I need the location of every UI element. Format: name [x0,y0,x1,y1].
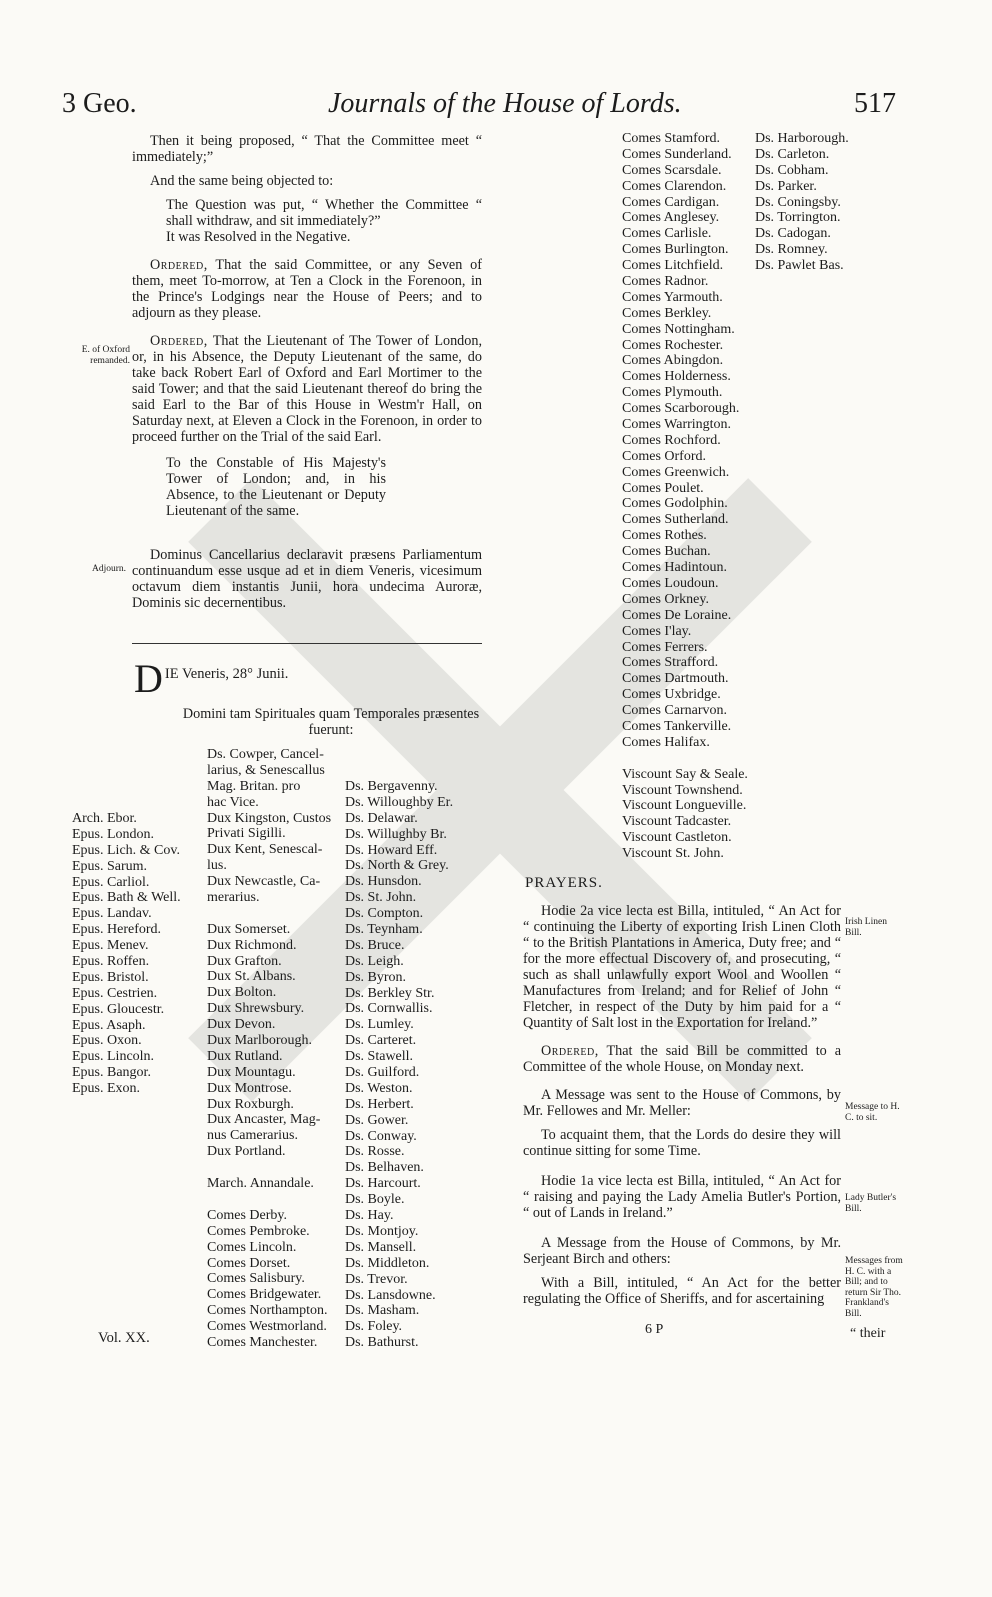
list-entry: Comes Greenwich. [622,464,730,480]
paragraph: And the same being objected to: [150,173,334,189]
ordered-label: Ordered, [150,257,208,273]
list-entry: Ds. Guilford. [345,1065,420,1081]
list-entry: Ds. Harborough. [755,131,849,146]
bishops-list [72,811,181,1097]
list-entry: Dux Shrewsbury. [207,1001,305,1017]
list-entry: Dux Richmond. [207,937,297,953]
list-entry: Comes Scarsdale. [622,162,722,178]
list-entry: Ds. St. John. [345,890,417,906]
list-entry: Viscount Castleton. [622,830,732,846]
list-entry: Comes Abingdon. [622,353,724,369]
list-entry: Comes Radnor. [622,274,709,290]
list-entry: Comes Litchfield. [622,258,724,274]
list-entry: Arch. Ebor. [72,811,137,826]
list-entry: Comes Carlisle. [622,226,712,242]
list-entry: Dux St. Albans. [207,969,296,985]
list-entry: Ds. Hunsdon. [345,874,422,890]
paragraph: Dominus Cancellarius declaravit præsens Parliamentum continuandum esse usque ad et in diem Veneris, vicesimum octavum diem instantis Junii, hora undecima Auroræ, Dominis sic decernentibus. [132,547,482,611]
paragraph-text: That the Lieutenant of The Tower of London, or, in his Absence, the Deputy Lieutenant of the same, do take back Robert Earl of Oxford and Earl Mortimer to the said Tower; and that the said Lieutenant thereof do bring the said Earl to the Bar of this House in Westm'r Hall, on Saturday next, at Eleven a Clock in the Forenoon, in order to proceed further on the Trial of the said Earl. [132,333,482,445]
paragraph: It was Resolved in the Negative. [166,229,351,245]
paragraph-text: That the said Bill be committed to a Committee of the whole House, on Monday next. [523,1043,841,1075]
list-entry: Comes Anglesey. [622,210,720,226]
list-entry: Comes Burlington. [622,242,729,258]
list-entry: Dux Marlborough. [207,1033,312,1049]
list-entry: Viscount Tadcaster. [622,814,732,830]
list-entry: Comes Westmorland. [207,1319,327,1335]
list-entry: Ds. Romney. [755,242,828,258]
list-entry: Ds. Montjoy. [345,1223,419,1239]
margin-note: Adjourn. [91,564,126,574]
list-entry: Ds. Stawell. [345,1049,414,1065]
barons-list-2 [755,131,849,274]
list-entry: Dux Grafton. [207,953,282,969]
paragraph [132,333,482,445]
comites-list [622,131,748,862]
list-entry: Epus. Roffen. [72,954,150,970]
list-entry: Comes Tankerville. [622,718,732,734]
page-title: Journals of the House of Lords. [328,88,682,119]
list-entry: Dux Montrose. [207,1080,292,1096]
list-entry: Comes Holderness. [622,369,731,385]
margin-note: Lady Butler's Bill. [845,1193,897,1214]
running-head-left: 3 Geo. [62,88,137,119]
list-entry: nus Camerarius. [207,1128,298,1144]
ordered-label: Ordered, [150,333,208,349]
barons-list [345,779,453,1351]
list-entry: Epus. Menev. [72,938,149,954]
list-entry: Ds. Howard Eff. [345,842,438,858]
list-entry: Comes I'lay. [622,623,692,639]
list-entry: Epus. Bristol. [72,969,149,985]
list-entry: Dux Ancaster, Mag- [207,1112,321,1128]
list-entry: Dux Kent, Senescal- [207,842,323,858]
list-entry: Comes Hadintoun. [622,560,727,576]
list-entry: Ds. Hay. [345,1208,394,1224]
paragraph [523,1043,841,1075]
list-entry: Ds. Torrington. [755,210,841,226]
list-entry: Viscount St. John. [622,846,724,862]
list-entry: Epus. Cestrien. [72,985,158,1001]
list-entry: Dux Kingston, Custos [207,810,332,826]
date-heading [134,656,289,701]
list-entry: Comes Sunderland. [622,146,732,162]
list-entry: Ds. Masham. [345,1303,420,1319]
margin-note: Messages from H. C. with a Bill; and to return Sir Tho. Frankland's Bill. [845,1256,903,1319]
list-entry: merarius. [207,890,260,906]
drop-cap: D [134,656,163,701]
list-entry: Comes Orford. [622,448,706,464]
list-entry: Ds. Willoughby Er. [345,794,454,810]
margin-note: Message to H. C. to sit. [845,1102,900,1123]
list-entry: Ds. Herbert. [345,1096,414,1112]
list-entry: Comes Dartmouth. [622,671,729,687]
list-entry: Ds. Trevor. [345,1271,408,1287]
list-entry: Comes Manchester. [207,1334,318,1350]
ordered-label: Ordered, [541,1043,599,1059]
list-entry: Comes Yarmouth. [622,289,723,305]
paragraph: A Message was sent to the House of Commons, by Mr. Fellowes and Mr. Meller: [523,1087,841,1119]
list-entry: Comes Derby. [207,1207,287,1223]
paragraph: To the Constable of His Majesty's Tower of London; and, in his Absence, to the Lieutenant or Deputy Lieutenant of the same. [166,455,386,519]
list-entry: Comes Carnarvon. [622,703,727,719]
list-entry: Ds. Conway. [345,1128,417,1144]
list-entry: Comes Orkney. [622,591,709,607]
list-entry: Comes Warrington. [622,417,732,433]
signature-mark: 6 P [645,1322,664,1337]
paragraph-text: That the said Committee, or any Seven of them, meet To-morrow, at Ten a Clock in the Forenoon, in the Prince's Lodgings near the House of Peers; and to adjourn as they please. [132,257,482,321]
list-entry: Epus. Bath & Well. [72,890,181,906]
list-entry: Comes Stamford. [622,131,720,146]
list-entry: Comes Buchan. [622,544,711,560]
paragraph: Hodie 2a vice lecta est Billa, intituled, “ An Act for “ continuing the Liberty of exporting Irish Linen Cloth “ to the British Plantations in America, Duty free; and “ for the more effectual Discovery of, and prosecuting, “ such as shall unlawfully export Wool and Woollen “ Manufactures from Ireland; and for Relief of John “ Fletcher, in respect of the Duty by him paid for a “ Quantity of Salt lost in the Exportation for Ireland.” [523,903,841,1031]
list-entry: Viscount Say & Seale. [622,766,748,782]
list-entry [622,751,748,767]
list-entry: Dux Devon. [207,1017,276,1033]
list-entry: Privati Sigilli. [207,826,286,842]
list-entry: Ds. Parker. [755,178,817,194]
list-entry: Epus. Lincoln. [72,1049,155,1065]
list-entry: Comes Poulet. [622,480,704,496]
list-entry: Ds. Cowper, Cancel- [207,747,324,762]
list-entry: Mag. Britan. pro [207,778,301,794]
margin-note: Irish Linen Bill. [845,917,887,938]
list-entry: Comes Plymouth. [622,385,723,401]
list-entry: Ds. Willughby Br. [345,826,447,842]
list-entry: Epus. Landav. [72,906,152,922]
list-entry: Epus. Sarum. [72,858,148,874]
list-entry: Comes Dorset. [207,1255,291,1271]
list-entry: Comes Loudoun. [622,575,719,591]
list-entry: Ds. Berkley Str. [345,985,435,1001]
list-entry: Ds. Leigh. [345,953,404,969]
paragraph: With a Bill, intituled, “ An Act for the better regulating the Office of Sheriffs, and for ascertaining [523,1275,841,1307]
list-entry: Viscount Longueville. [622,798,747,814]
paragraph: The Question was put, “ Whether the Committee “ shall withdraw, and sit immediately?” [166,197,482,229]
list-entry: Ds. Delawar. [345,810,418,826]
list-entry: Ds. Pawlet Bas. [755,258,844,274]
list-entry: Ds. Rosse. [345,1144,405,1160]
list-entry: Dux Rutland. [207,1048,283,1064]
volume-signature: Vol. XX. [98,1330,150,1346]
list-entry: Epus. Exon. [72,1081,141,1097]
list-entry: Comes Ferrers. [622,639,708,655]
list-entry: Ds. Weston. [345,1080,413,1096]
present-heading: Domini tam Spirituales quam Temporales præsentes fuerunt: [182,706,480,738]
rule [132,643,482,644]
list-entry: Ds. Gower. [345,1112,409,1128]
list-entry: Epus. Lich. & Cov. [72,842,180,858]
list-entry: Epus. London. [72,826,155,842]
list-entry: Ds. Cobham. [755,162,829,178]
date-text: IE Veneris, 28° Junii. [164,666,289,682]
list-entry: Ds. Carleton. [755,146,830,162]
list-entry: Ds. North & Grey. [345,858,449,874]
list-entry: Ds. Middleton. [345,1255,430,1271]
list-entry: Comes Bridgewater. [207,1287,322,1303]
paragraph: Hodie 1a vice lecta est Billa, intituled, “ An Act for “ raising and paying the Lady Amelia Butler's Portion, “ out of Lands in Ireland.” [523,1173,841,1221]
officers-list [207,747,331,1351]
list-entry: Ds. Cadogan. [755,226,831,242]
list-entry: Epus. Asaph. [72,1017,146,1033]
list-entry: Ds. Bathurst. [345,1335,419,1351]
list-entry: Comes Northampton. [207,1303,328,1319]
list-entry: lus. [207,858,227,874]
list-entry: Ds. Cornwallis. [345,1001,433,1017]
list-entry [207,1192,331,1208]
list-entry: Ds. Teynham. [345,922,423,938]
paragraph: Then it being proposed, “ That the Committee meet “ immediately;” [132,133,482,165]
prayers-heading: PRAYERS. [525,875,603,891]
list-entry: Ds. Carteret. [345,1033,417,1049]
list-entry: Comes Godolphin. [622,496,728,512]
list-entry: Ds. Lansdowne. [345,1287,436,1303]
list-entry: Comes Strafford. [622,655,719,671]
list-entry: Epus. Bangor. [72,1065,151,1081]
list-entry: Dux Portland. [207,1144,286,1160]
list-entry: Comes Sutherland. [622,512,729,528]
page-number: 517 [854,88,896,119]
list-entry: Comes Nottingham. [622,321,735,337]
list-entry: Comes Uxbridge. [622,687,721,703]
list-entry: Ds. Belhaven. [345,1160,424,1176]
catchword: “ their [850,1326,886,1341]
list-entry [207,906,331,922]
list-entry: Ds. Compton. [345,906,424,922]
list-entry: Comes Pembroke. [207,1223,310,1239]
left-column [132,133,482,611]
list-entry: Comes Rochester. [622,337,724,353]
list-entry: Ds. Foley. [345,1319,403,1335]
list-entry: Dux Newcastle, Ca- [207,874,321,890]
list-entry: Comes De Loraine. [622,607,732,623]
list-entry: Ds. Harcourt. [345,1176,421,1192]
right-column [523,875,841,1307]
paragraph [132,257,482,321]
list-entry: Dux Bolton. [207,985,277,1001]
list-entry: Epus. Carliol. [72,874,150,890]
list-entry: March. Annandale. [207,1176,314,1192]
list-entry: hac Vice. [207,794,259,810]
list-entry: Viscount Townshend. [622,782,743,798]
list-entry: Dux Roxburgh. [207,1096,294,1112]
list-entry: Comes Scarborough. [622,401,740,417]
list-entry: Comes Berkley. [622,305,712,321]
list-entry: Dux Mountagu. [207,1064,296,1080]
list-entry: Ds. Mansell. [345,1239,417,1255]
list-entry: Epus. Oxon. [72,1033,142,1049]
list-entry: Comes Lincoln. [207,1239,297,1255]
list-entry: Dux Somerset. [207,921,291,937]
paragraph: A Message from the House of Commons, by Mr. Serjeant Birch and others: [523,1235,841,1267]
list-entry: Comes Salisbury. [207,1271,305,1287]
list-entry: Ds. Boyle. [345,1192,405,1208]
list-entry: Comes Halifax. [622,734,710,750]
list-entry: Ds. Bergavenny. [345,779,438,794]
list-entry: Epus. Gloucestr. [72,1001,165,1017]
list-entry: larius, & Senescallus [207,762,325,778]
list-entry: Comes Cardigan. [622,194,720,210]
list-entry: Epus. Hereford. [72,922,162,938]
list-entry: Comes Clarendon. [622,178,727,194]
list-entry: Ds. Coningsby. [755,194,841,210]
margin-note: E. of Oxford remanded. [81,345,130,366]
list-entry: Ds. Byron. [345,969,407,985]
list-entry: Comes Rochford. [622,432,721,448]
list-entry [207,1160,331,1176]
list-entry: Comes Rothes. [622,528,707,544]
list-entry: Ds. Lumley. [345,1017,414,1033]
list-entry: Ds. Bruce. [345,937,405,953]
paragraph: To acquaint them, that the Lords do desire they will continue sitting for some Time. [523,1127,841,1159]
